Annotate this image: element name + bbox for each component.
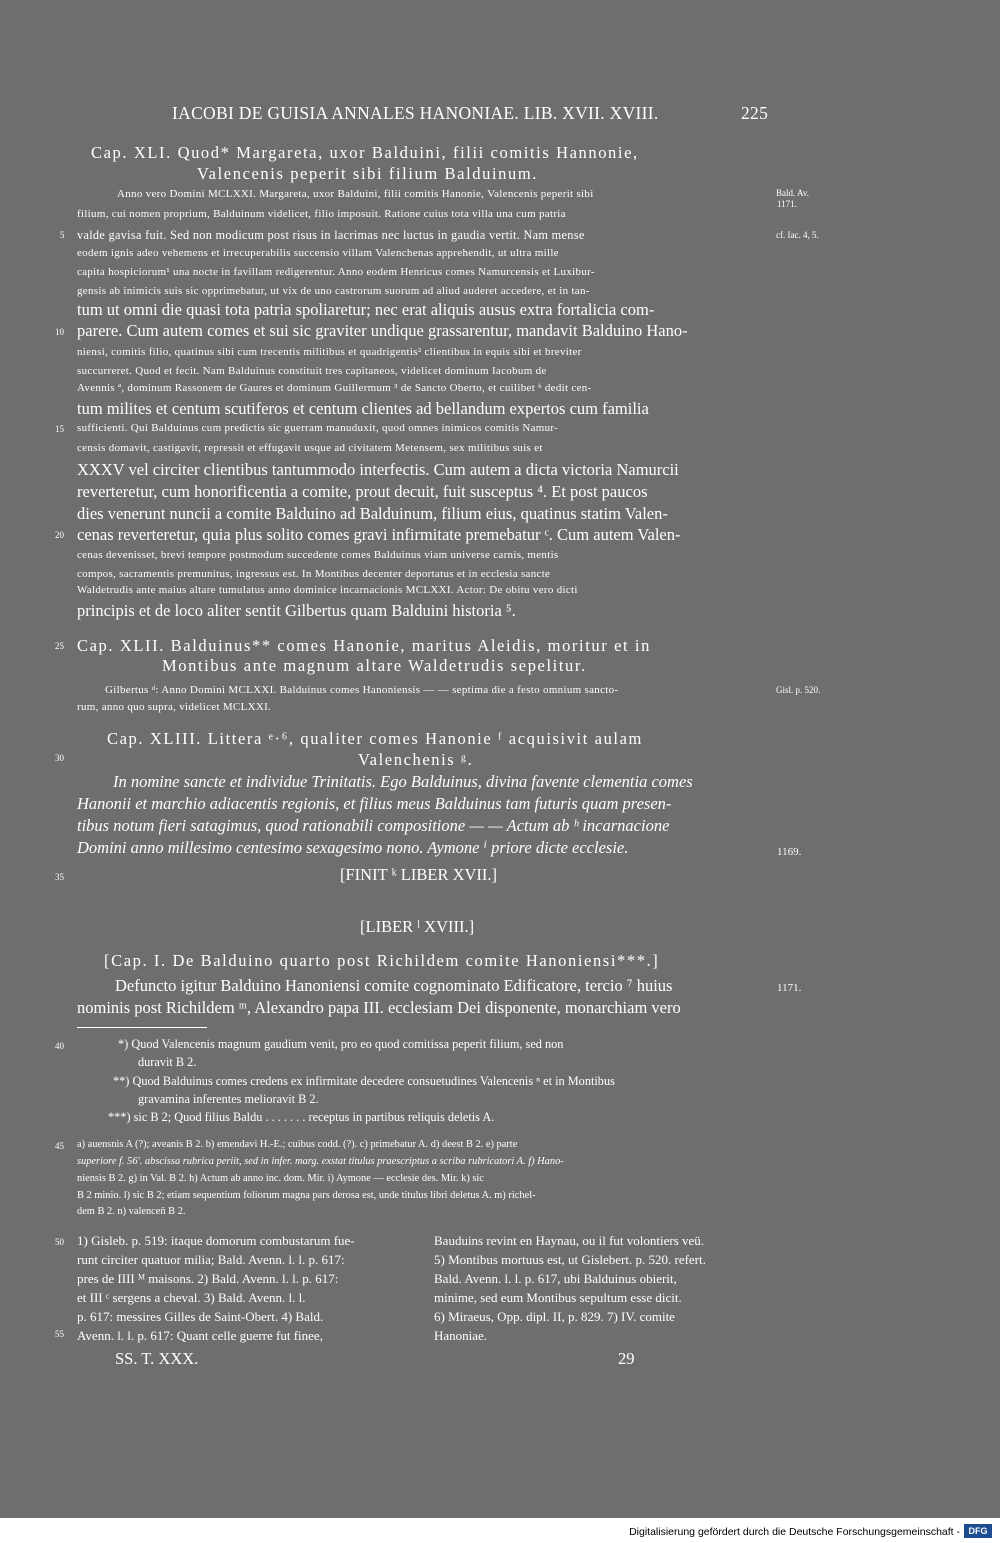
margin-note: Gisl. p. 520. [776, 685, 821, 695]
text-line: Domini anno millesimo centesimo sexagesimo nono. Aymone ⁱ priore dicte ecclesie. [77, 838, 629, 857]
chapter-heading: [Cap. I. De Balduino quarto post Richildem comite Hanoniensi***.] [104, 951, 660, 970]
source-note: Avenn. l. l. p. 617: Quant celle guerre fut finee, [77, 1328, 323, 1343]
text-line: Avennis ª, dominum Rassonem de Gaures et dominum Guillermum ³ de Sancto Oberto, et cuilibet ᵇ dedit cen- [77, 382, 592, 394]
footnote-divider [77, 1027, 207, 1028]
series-signature: SS. T. XXX. [115, 1349, 199, 1368]
text-line: Waldetrudis ante maius altare tumulatus anno dominice incarnacionis MCLXXI. Actor: De obitu vero dicti [77, 584, 578, 596]
star-note: **) Quod Balduinus comes credens ex infirmitate decedere consuetudines Valencenis ⁿ et in Montibus [113, 1074, 615, 1088]
margin-note: 1171. [777, 199, 797, 209]
text-line: cenas devenisset, brevi tempore postmodum succedente comes Balduinus viam universe carnis, mentis [77, 549, 559, 561]
sheet-number: 29 [618, 1349, 635, 1368]
source-note: Hanoniae. [434, 1328, 488, 1343]
text-line: dies venerunt nuncii a comite Balduino ad Balduinum, filium eius, quatinus statim Valen- [77, 504, 668, 523]
margin-note: 1171. [777, 982, 802, 994]
text-line: parere. Cum autem comes et sui sic graviter undique grassarentur, mandavit Balduino Hano- [77, 321, 688, 340]
chapter-heading: Cap. XLII. Balduinus** comes Hanonie, maritus Aleidis, moritur et in [77, 636, 651, 655]
line-number: 40 [55, 1041, 64, 1051]
chapter-heading: Cap. XLIII. Littera ᵉ·⁶, qualiter comes Hanonie ᶠ acquisivit aulam [107, 729, 643, 748]
source-note: 6) Miraeus, Opp. dipl. II, p. 829. 7) IV. comite [434, 1309, 675, 1324]
text-line: sufficienti. Qui Balduinus cum predictis sic guerram manuduxit, quod omnes inimicos comitis Namur- [77, 422, 559, 434]
page-number: 225 [741, 103, 769, 123]
text-line: Hanonii et marchio adiacentis regionis, et filius meus Balduinus tam futuris quam presen- [77, 794, 672, 813]
source-note: runt circiter quatuor milia; Bald. Avenn. l. l. p. 617: [77, 1252, 345, 1267]
source-note: minime, sed eum Montibus sepultum esse dicit. [434, 1290, 682, 1305]
text-line: In nomine sancte et individue Trinitatis. Ego Balduinus, divina favente clementia comes [113, 772, 693, 791]
text-line: capita hospiciorum¹ una nocte in favillam redigerentur. Anno eodem Henricus comes Namurcensis et Luxibur- [77, 266, 595, 278]
text-line: XXXV vel circiter clientibus tantummodo interfectis. Cum autem a dicta victoria Namurcii [77, 460, 679, 479]
source-note: 5) Montibus mortuus est, ut Gislebert. p. 520. refert. [434, 1252, 706, 1267]
line-number: 10 [55, 327, 64, 337]
chapter-heading: Valencenis peperit sibi filium Balduinum. [197, 164, 539, 183]
text-line: cenas reverteretur, quia plus solito comes gravi infirmitate premebatur ᶜ. Cum autem Valen- [77, 525, 681, 544]
line-number: 45 [55, 1141, 64, 1151]
chapter-heading: Cap. XLI. Quod* Margareta, uxor Balduini, filii comitis Hannonie, [91, 143, 639, 162]
text-line: principis et de loco aliter sentit Gilbertus quam Balduini historia ⁵. [77, 601, 516, 620]
text-line: censis domavit, castigavit, repressit et effugavit usque ad civitatem Metensem, sex militibus suis et [77, 442, 543, 454]
source-note: Bald. Avenn. l. l. p. 617, ubi Balduinus obierit, [434, 1271, 677, 1286]
footer-bar [0, 1518, 1000, 1543]
apparatus-note: a) auensnis A (?); aveanis B 2. b) emendavi H.-E.; cuibus codd. (?). c) primebatur A. d) deest B 2. e) parte [77, 1139, 518, 1150]
source-note: p. 617: messires Gilles de Saint-Obert. 4) Bald. [77, 1309, 324, 1324]
source-note: pres de IIII ᴹ maisons. 2) Bald. Avenn. l. l. p. 617: [77, 1271, 339, 1286]
funding-notice: Digitalisierung gefördert durch die Deutsche Forschungsgemeinschaft - [629, 1526, 960, 1538]
text-line: filium, cui nomen proprium, Balduinum videlicet, filio imposuit. Ratione cuius tota villa una cum patria [77, 208, 566, 220]
star-note: ***) sic B 2; Quod filius Baldu . . . . . . . receptus in partibus reliquis deletis A. [108, 1110, 495, 1124]
margin-note: 1169. [777, 846, 802, 858]
line-number: 35 [55, 872, 64, 882]
text-line: valde gavisa fuit. Sed non modicum post risus in lacrimas nec luctus in gaudia vertit. Nam mense [77, 228, 585, 242]
margin-note: cf. Iac. 4, 5. [776, 230, 819, 240]
text-line: nominis post Richildem ᵐ, Alexandro papa III. ecclesiam Dei disponente, monarchiam vero [77, 998, 681, 1017]
book-title: [LIBER ˡ XVIII.] [360, 917, 475, 936]
chapter-heading: Valenchenis ᵍ. [358, 750, 474, 769]
line-number: 25 [55, 641, 64, 651]
text-line: eodem ignis adeo vehemens et irrecuperabilis succensio villam Valenchenas apprehendit, ut ultra mille [77, 247, 559, 259]
text-line: rum, anno quo supra, videlicet MCLXXI. [77, 701, 272, 713]
star-note: *) Quod Valencenis magnum gaudium venit, pro eo quod comitissa peperit filium, sed non [118, 1037, 564, 1051]
line-number: 55 [55, 1329, 64, 1339]
text-line: tibus notum fieri satagimus, quod rationabili compositione — — Actum ab ʰ incarnacione [77, 816, 670, 835]
text-line: reverteretur, cum honorificentia a comite, prout decuit, fuit susceptus ⁴. Et post paucos [77, 482, 648, 501]
line-number: 15 [55, 424, 64, 434]
chapter-heading: Montibus ante magnum altare Waldetrudis sepelitur. [162, 656, 587, 675]
dfg-logo[interactable]: DFG [964, 1524, 992, 1538]
text-line: compos, sacramentis premunitus, ingressus est. In Montibus decenter deportatus et in ecclesia sancte [77, 568, 551, 580]
source-note: Bauduins revint en Haynau, ou il fut volontiers veü. [434, 1233, 705, 1248]
text-line: succurreret. Quod et fecit. Nam Balduinus constituit tres capitaneos, videlicet dominum Iacobum de [77, 365, 547, 377]
line-number: 30 [55, 753, 64, 763]
text-line: tum ut omni die quasi tota patria spoliaretur; nec erat aliquis ausus extra fortalicia com- [77, 300, 655, 319]
source-note: 1) Gisleb. p. 519: itaque domorum combustarum fue- [77, 1233, 355, 1248]
text-line: gensis ab inimicis suis sic opprimebatur, ut vix de uno castrorum suorum ad aliud auderet accedere, et in tan- [77, 285, 590, 297]
line-number: 20 [55, 530, 64, 540]
text-line: tum milites et centum scutiferos et centum clientes ad bellandum expertos cum familia [77, 399, 649, 418]
source-note: et III ᶜ sergens a cheval. 3) Bald. Avenn. l. l. [77, 1290, 306, 1305]
text-line: Defuncto igitur Balduino Hanoniensi comite cognominato Edificatore, tercio ⁷ huius [115, 976, 673, 995]
apparatus-note: superiore f. 56'. abscissa rubrica periit, sed in infer. marg. exstat titulus praescriptus a scriba rubricatori A. f) Hano- [77, 1156, 564, 1167]
margin-note: Bald. Av. [776, 188, 809, 198]
text-line: Gilbertus ᵈ: Anno Domini MCLXXI. Balduinus comes Hanoniensis — — septima die a festo omnium sancto- [105, 684, 619, 696]
book-end-label: [FINIT ᵏ LIBER XVII.] [340, 865, 498, 884]
running-head-title: IACOBI DE GUISIA ANNALES HANONIAE. LIB. XVII. XVIII. [172, 103, 659, 123]
text-line: niensi, comitis filio, quatinus sibi cum trecentis militibus et quadrigentis² clientibus in equis sibi et breviter [77, 346, 582, 358]
star-note: duravit B 2. [138, 1055, 197, 1069]
apparatus-note: B 2 minio. l) sic B 2; etiam sequentium foliorum magna pars derosa est, unde titulus libri deletus A. m) richel- [77, 1190, 536, 1201]
apparatus-note: dem B 2. n) valencen̄ B 2. [77, 1206, 186, 1217]
text-line: Anno vero Domini MCLXXI. Margareta, uxor Balduini, filii comitis Hanonie, Valencenis peperit sibi [117, 188, 594, 200]
apparatus-note: niensis B 2. g) in Val. B 2. h) Actum ab anno inc. dom. Mir. i) Aymone — ecclesie des. Mir. k) sic [77, 1173, 484, 1184]
line-number: 50 [55, 1237, 64, 1247]
line-number: 5 [60, 230, 65, 240]
star-note: gravamina inferentes melioravit B 2. [138, 1092, 319, 1106]
